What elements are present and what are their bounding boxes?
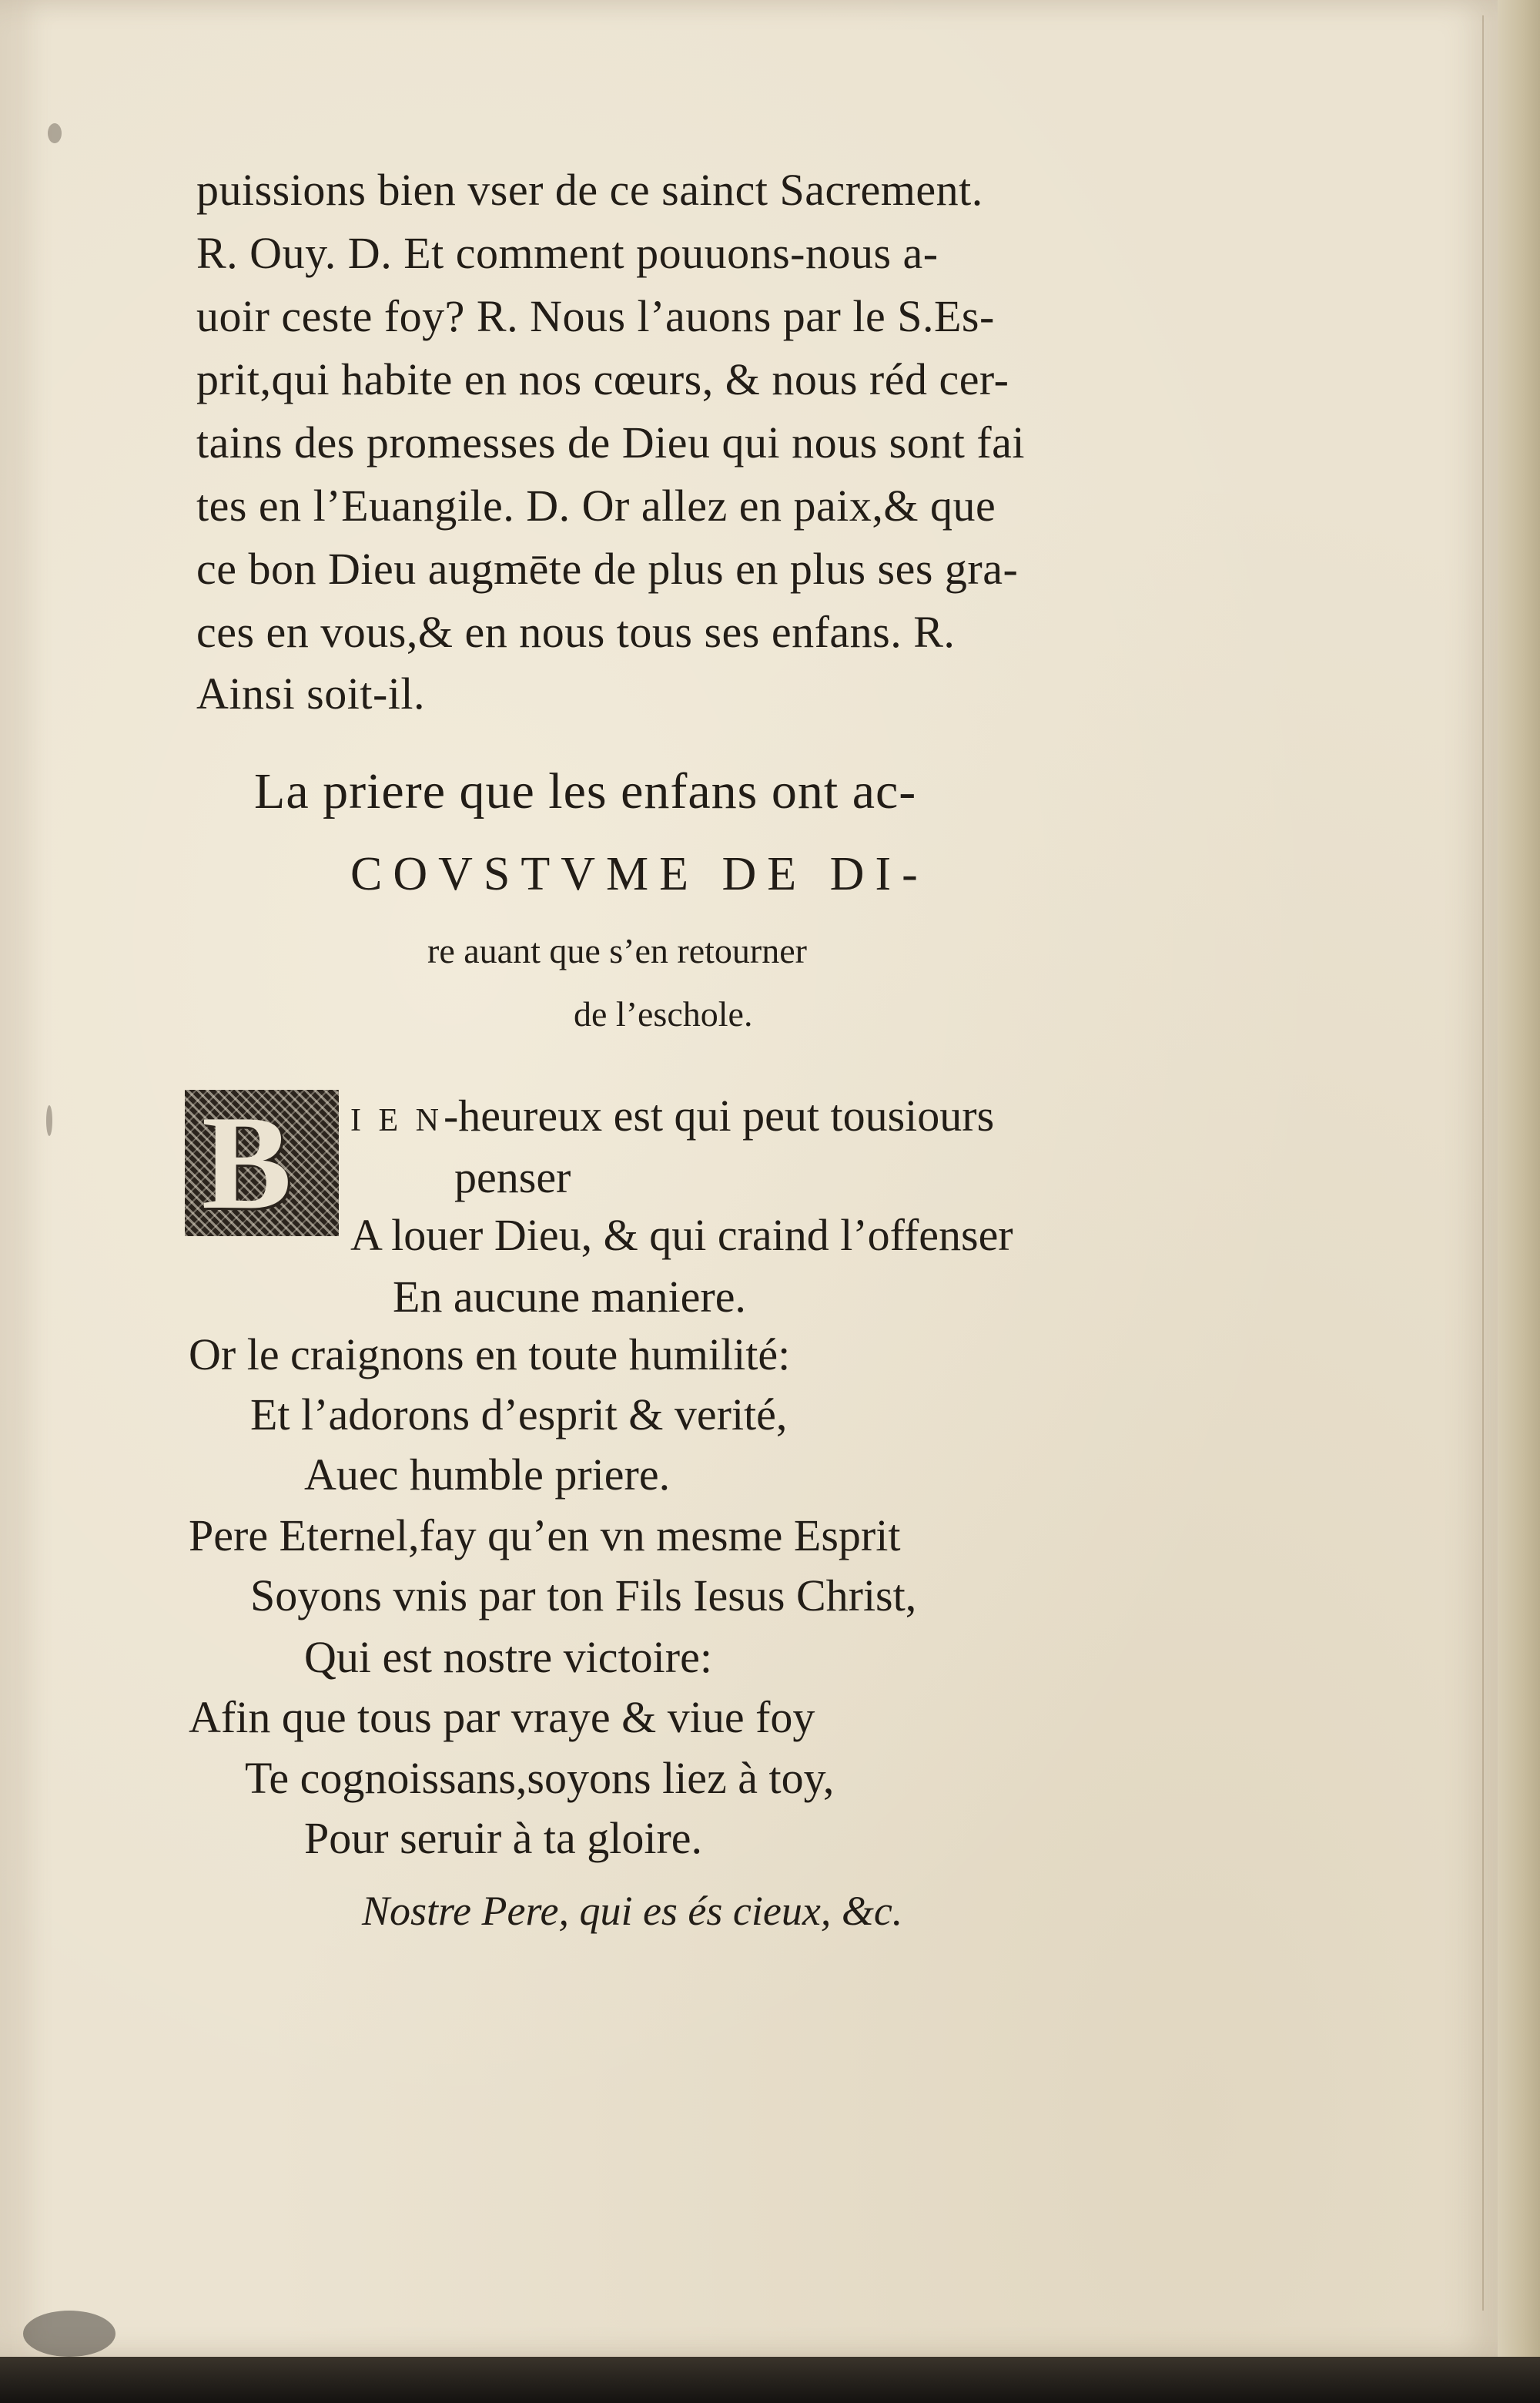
closing-line: Nostre Pere, qui es és cieux, &c. (362, 1888, 903, 1934)
text-line: R. Ouy. D. Et comment pouuons-nous a- (196, 228, 939, 278)
scan-bottom-edge (0, 2357, 1540, 2403)
heading-line: COVSTVME DE DI- (350, 848, 929, 900)
text-line: tes en l’Euangile. D. Or allez en paix,& que (196, 481, 996, 531)
text-line: tains des promesses de Dieu qui nous sont fai (196, 417, 1026, 468)
verse-line: Te cognoissans,soyons liez à toy, (245, 1753, 835, 1803)
text-line: ce bon Dieu augmēte de plus en plus ses gra- (196, 544, 1019, 594)
verse-line: En aucune maniere. (393, 1272, 746, 1322)
smallcaps-text: I E N (350, 1103, 444, 1138)
verse-line: Auec humble priere. (304, 1450, 671, 1500)
ink-spot (23, 2311, 116, 2357)
verse-line: Qui est nostre victoire: (304, 1632, 712, 1682)
verse-line: penser (454, 1152, 571, 1202)
verse-line-first (350, 1086, 994, 1151)
text-line: uoir ceste foy? R. Nous l’auons par le S.Es- (196, 291, 995, 341)
heading-line: La priere que les enfans ont ac- (254, 763, 917, 819)
verse-text: -heureux est qui peut tousiours (443, 1091, 995, 1141)
ink-spot (46, 1105, 52, 1136)
decorated-initial (185, 1090, 339, 1236)
verse-line: Or le craignons en toute humilité: (189, 1329, 791, 1379)
initial-letter: B (202, 1088, 292, 1237)
heading-line: re auant que s’en retourner (427, 931, 807, 970)
text-line: puissions bien vser de ce sainct Sacrement. (196, 165, 983, 215)
verse-line: Pour seruir à ta gloire. (304, 1813, 703, 1863)
page-border-line (1482, 15, 1484, 2311)
verse-line: Et l’adorons d’esprit & verité, (250, 1389, 788, 1439)
text-line: Ainsi soit-il. (196, 669, 426, 719)
verse-line: Pere Eternel,fay qu’en vn mesme Esprit (189, 1510, 901, 1560)
verse-line: Soyons vnis par ton Fils Iesus Christ, (250, 1570, 917, 1620)
ink-spot (48, 123, 62, 143)
text-line: ces en vous,& en nous tous ses enfans. R. (196, 607, 956, 657)
verse-line: A louer Dieu, & qui craind l’offenser (350, 1210, 1013, 1260)
text-line: prit,qui habite en nos cœurs, & nous réd cer- (196, 354, 1009, 404)
verse-line: Afin que tous par vraye & viue foy (189, 1692, 815, 1742)
heading-line: de l’eschole. (574, 994, 753, 1034)
page-edge (1498, 0, 1540, 2403)
